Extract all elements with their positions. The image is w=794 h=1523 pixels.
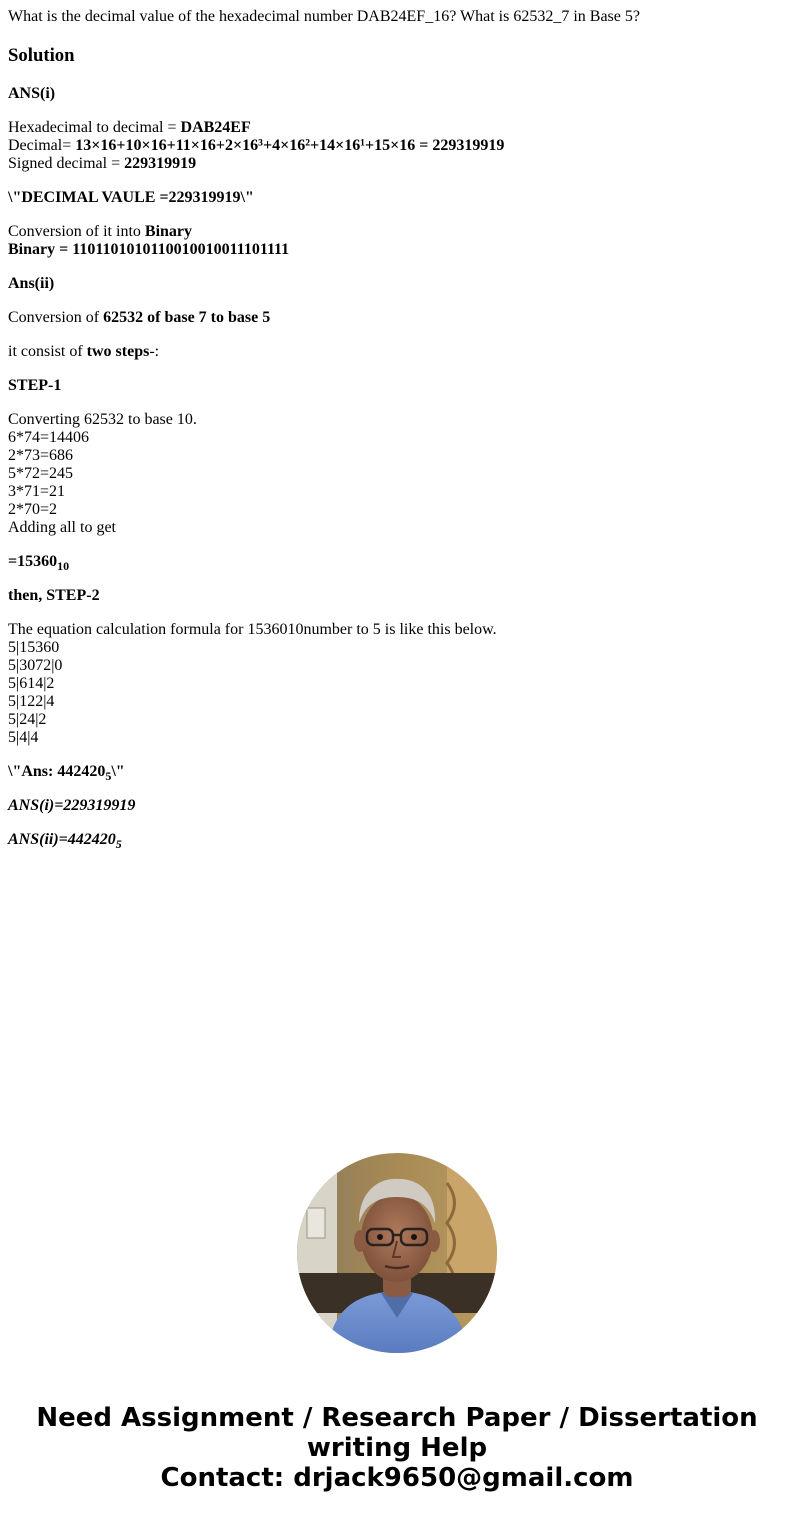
hex-line-1 [8, 119, 786, 137]
final-answer-2-base: 5 [115, 837, 122, 851]
footer-contact-email: Contact: drjack9650@gmail.com [160, 1463, 634, 1493]
ans-line-prefix: \"Ans: 442420 [8, 763, 106, 780]
hex-line-1-label: Hexadecimal to decimal = [8, 119, 181, 136]
decimal-value-text: \"DECIMAL VAULE =229319919\" [8, 189, 254, 206]
step2-line: 5|122|4 [8, 693, 55, 710]
step1-line: Adding all to get [8, 519, 116, 536]
final-answer-2 [8, 831, 786, 849]
step1-result-text [8, 553, 70, 573]
decimal-value-line [8, 189, 786, 207]
contact-footer [0, 1403, 794, 1493]
binary-line-2-value: Binary = 1101101010110010010011101111 [8, 241, 290, 258]
ans-line-base: 5 [105, 769, 112, 783]
ans2-heading-text: Ans(ii) [8, 275, 55, 292]
hex-line-2-value: 13×16+10×16+11×16+2×16³+4×16²+14×16¹+15×16 = 229319919 [75, 137, 505, 154]
binary-line-2 [8, 241, 786, 259]
binary-line-1-label: Conversion of it into [8, 223, 145, 240]
hex-line-3-label: Signed decimal = [8, 155, 125, 172]
step1-result [8, 553, 786, 571]
hex-line-2 [8, 137, 786, 155]
solution-heading: Solution [8, 45, 75, 66]
steps-intro-value: two steps [86, 343, 150, 360]
ans-line-text [8, 763, 125, 783]
step1-line: 2*73=686 [8, 447, 74, 464]
step1-result-base: 10 [57, 559, 70, 573]
question-text: What is the decimal value of the hexadecimal number DAB24EF_16? What is 62532_7 in Base 5? [8, 8, 640, 25]
footer-line-1: Need Assignment / Research Paper / Dissertation [36, 1403, 758, 1433]
author-photo [297, 1153, 497, 1353]
step1-line: 6*74=14406 [8, 429, 90, 446]
step2-line: 5|4|4 [8, 729, 39, 746]
step1-line: 3*71=21 [8, 483, 66, 500]
final-answer-1-text: ANS(i)=229319919 [8, 797, 136, 814]
hex-line-2-label: Decimal= [8, 137, 76, 154]
author-portrait-icon [297, 1153, 497, 1353]
step2-line: 5|3072|0 [8, 657, 63, 674]
steps-intro-label: it consist of [8, 343, 87, 360]
step1-result-value: =15360 [8, 553, 58, 570]
step2-line: The equation calculation formula for 1536010number to 5 is like this below. [8, 621, 497, 638]
conversion-label: Conversion of [8, 309, 104, 326]
hex-line-3-value: 229319919 [124, 155, 197, 172]
step2-heading [8, 587, 786, 605]
hex-line-3 [8, 155, 786, 173]
ans2-heading [8, 275, 786, 293]
step2-heading-text: then, STEP-2 [8, 587, 100, 604]
conversion-value: 62532 of base 7 to base 5 [103, 309, 271, 326]
final-answer-1 [8, 797, 786, 815]
ans-line [8, 763, 786, 781]
ans1-heading-text: ANS(i) [8, 85, 56, 102]
final-answer-2-value: ANS(ii)=442420 [8, 831, 116, 848]
step2-line: 5|15360 [8, 639, 60, 656]
hex-conversion [8, 119, 786, 173]
binary-line-1-value: Binary [144, 223, 193, 240]
step2-lines [8, 621, 786, 747]
binary-conversion [8, 223, 786, 259]
steps-intro [8, 343, 786, 361]
step1-line: Converting 62532 to base 10. [8, 411, 197, 428]
binary-line-1 [8, 223, 786, 241]
step1-heading [8, 377, 786, 395]
conversion-line [8, 309, 786, 327]
ans1-heading [8, 85, 786, 103]
step1-line: 5*72=245 [8, 465, 74, 482]
step2-line: 5|614|2 [8, 675, 55, 692]
steps-intro-suffix: -: [149, 343, 160, 360]
step1-lines [8, 411, 786, 537]
footer-line-2: writing Help [306, 1433, 488, 1463]
step1-line: 2*70=2 [8, 501, 58, 518]
hex-line-1-value: DAB24EF [180, 119, 251, 136]
step1-heading-text: STEP-1 [8, 377, 62, 394]
ans-line-suffix: \" [111, 763, 125, 780]
final-answer-2-text [8, 831, 122, 851]
step2-line: 5|24|2 [8, 711, 47, 728]
